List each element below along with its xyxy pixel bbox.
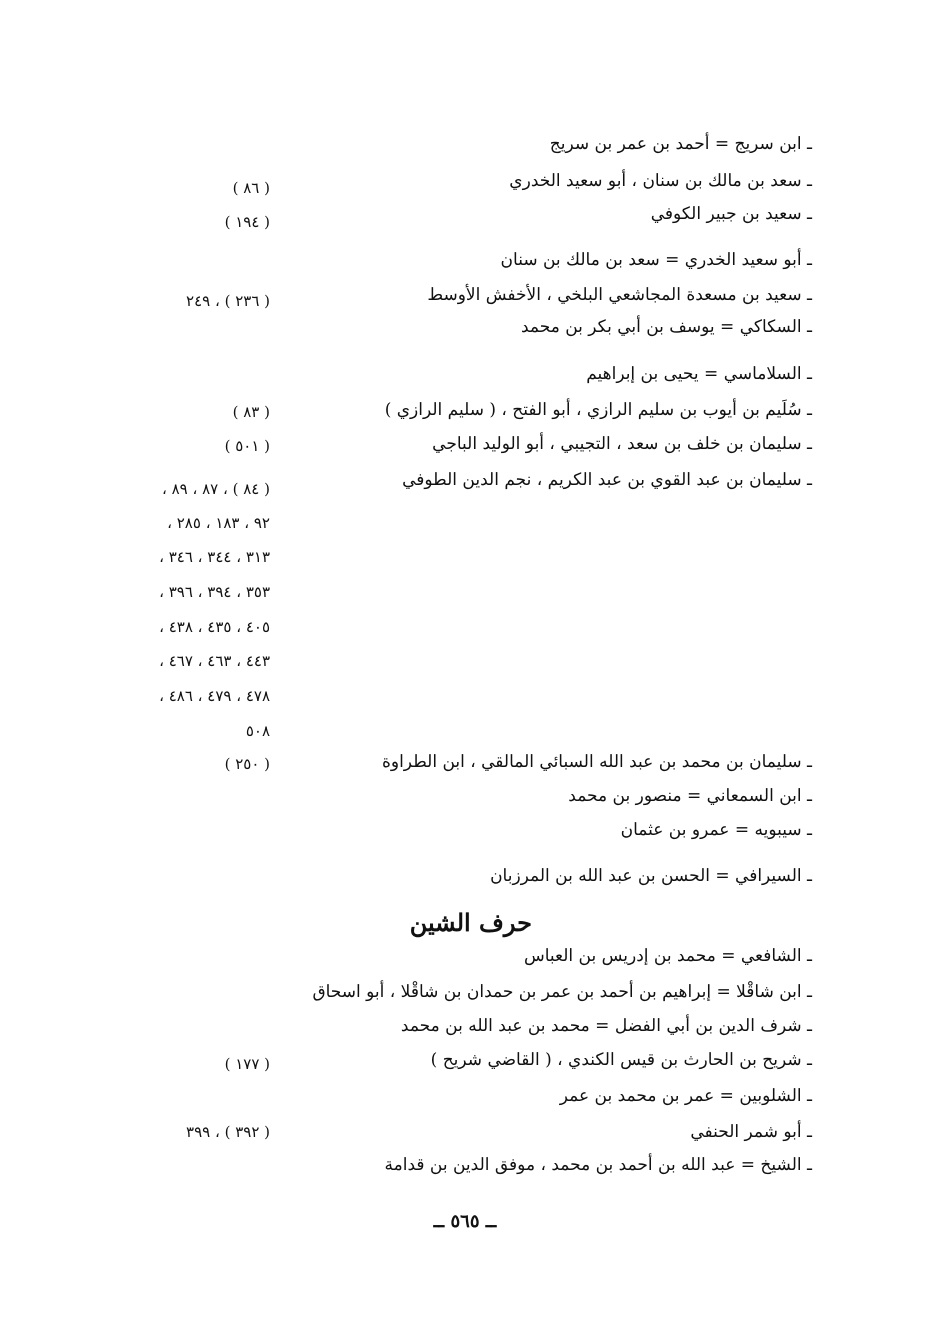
- index-entry: ـ سعيد بن مسعدة المجاشعي البلخي ، الأخفش الأوسط: [427, 285, 812, 305]
- index-entry: ـ الشيخ = عبد الله بن أحمد بن محمد ، موفق الدين بن قدامة: [384, 1155, 812, 1175]
- index-entry: ـ سيبويه = عمرو بن عثمان: [620, 820, 812, 840]
- index-entry: ـ السيرافي = الحسن بن عبد الله بن المرزبان: [490, 866, 812, 886]
- index-entry: ـ سعد بن مالك بن سنان ، أبو سعيد الخدري: [509, 171, 812, 191]
- index-entry: ـ الشافعي = محمد بن إدريس بن العباس: [523, 946, 812, 966]
- index-entry: ـ سعيد بن جبير الكوفي: [650, 204, 812, 224]
- index-entry: ـ ابن سريج = أحمد بن عمر بن سريج: [549, 134, 812, 154]
- page-reference: ٣١٣ ، ٣٤٤ ، ٣٤٦ ،: [159, 548, 270, 566]
- index-entry: ـ شريح بن الحارث بن قيس الكندي ، ( القاضي شريح ): [430, 1050, 812, 1070]
- index-entry: ـ أبو شمر الحنفي: [690, 1122, 812, 1142]
- page-reference: ( ١٧٧ ): [224, 1055, 270, 1073]
- page-reference: ( ٨٣ ): [232, 403, 270, 421]
- page-reference: ( ٨٤ ) ، ٨٧ ، ٨٩ ،: [162, 480, 270, 498]
- page-reference: ( ٥٠١ ): [224, 437, 270, 455]
- index-entry: ـ أبو سعيد الخدري = سعد بن مالك بن سنان: [500, 250, 812, 270]
- index-entry: ـ سليمان بن خلف بن سعد ، التجيبي ، أبو الوليد الباجي: [432, 434, 812, 454]
- index-entry: ـ شرف الدين بن أبي الفضل = محمد بن عبد الله بن محمد: [400, 1016, 812, 1036]
- page-number: ــ ٥٦٥ ــ: [433, 1211, 497, 1232]
- index-entry: ـ ابن شاقْلا = إبراهيم بن أحمد بن عمر بن حمدان بن شاقْلا ، أبو اسحاق: [312, 982, 812, 1002]
- page-reference: ٤٧٨ ، ٤٧٩ ، ٤٨٦ ،: [159, 687, 270, 705]
- page-reference: ٤٤٣ ، ٤٦٣ ، ٤٦٧ ،: [159, 652, 270, 670]
- page-reference: ٩٢ ، ١٨٣ ، ٢٨٥ ،: [167, 514, 270, 532]
- index-entry: ـ سُلَيم بن أيوب بن سليم الرازي ، أبو الفتح ، ( سليم الرازي ): [384, 400, 812, 420]
- index-entry: ـ سليمان بن محمد بن عبد الله السبائي المالقي ، ابن الطراوة: [381, 752, 812, 772]
- page-reference: ( ١٩٤ ): [224, 213, 270, 231]
- index-entry: ـ سليمان بن عبد القوي بن عبد الكريم ، نجم الدين الطوفي: [402, 470, 812, 490]
- index-entry: ـ السلاماسي = يحيى بن إبراهيم: [586, 364, 812, 384]
- page-reference: ٤٠٥ ، ٤٣٥ ، ٤٣٨ ،: [159, 618, 270, 636]
- index-entry: ـ السكاكي = يوسف بن أبي بكر بن محمد: [520, 317, 812, 337]
- page-reference: ( ٨٦ ): [232, 179, 270, 197]
- page-reference: ( ٢٣٦ ) ، ٢٤٩: [186, 292, 270, 310]
- section-heading: حرف الشين: [409, 908, 532, 937]
- page-reference: ( ٣٩٢ ) ، ٣٩٩: [186, 1123, 270, 1141]
- page-reference: ٣٥٣ ، ٣٩٤ ، ٣٩٦ ،: [159, 583, 270, 601]
- page-reference: ( ٢٥٠ ): [224, 755, 270, 773]
- index-entry: ـ الشلوبين = عمر بن محمد بن عمر: [559, 1086, 812, 1106]
- index-entry: ـ ابن السمعاني = منصور بن محمد: [568, 786, 812, 806]
- page-reference: ٥٠٨: [245, 722, 270, 740]
